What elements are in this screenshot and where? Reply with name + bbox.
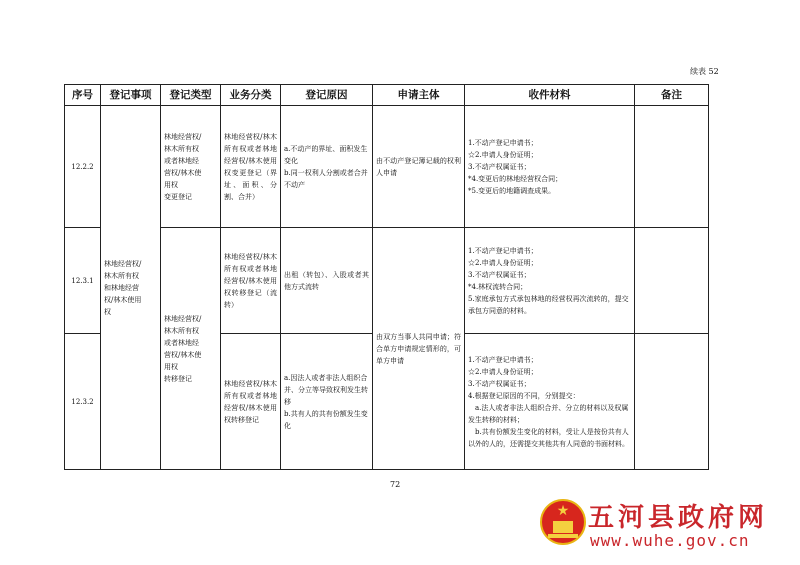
- registration-reason: a.因法人或者非法人组织合并、分立等导致权利发生转移 b.共有人的共有份额发生变化: [281, 334, 373, 470]
- materials: 1.不动产登记申请书； ☆2.申请人身份证明； 3.不动产权属证书； *4.变更后的林地经营权合同； *5.变更后的地籍调查成果。: [465, 106, 635, 228]
- header-cell: 登记原因: [281, 85, 373, 106]
- table-row: [65, 106, 709, 228]
- materials: 1.不动产登记申请书； ☆2.申请人身份证明； 3.不动产权属证书； *4.林权流转合同； 5.家庭承包方式承包林地的经营权再次流转的，提交承包方同意的材料。: [465, 228, 635, 334]
- header-cell: 备注: [635, 85, 709, 106]
- table-header-row: [65, 85, 709, 106]
- table-row: [65, 228, 709, 334]
- header-cell: 业务分类: [221, 85, 281, 106]
- header-cell: 收件材料: [465, 85, 635, 106]
- business-category: 林地经营权/林木所有权或者林地经营权/林木使用权变更登记（界址、面积、分割、合并）: [221, 106, 281, 228]
- remark: [635, 228, 709, 334]
- registration-table: [64, 84, 709, 470]
- row-number: 12.3.2: [65, 334, 101, 470]
- header-cell: 登记类型: [161, 85, 221, 106]
- remark: [635, 334, 709, 470]
- registration-type: 林地经营权/ 林木所有权 或者林地经 营权/林木使 用权 变更登记: [161, 106, 221, 228]
- materials: 1.不动产登记申请书； ☆2.申请人身份证明； 3.不动产权属证书； 4.根据登记原因的不同，分别提交： a.法人或者非法人组织合并、分立的材料以及权属发生转移的材料； b.共有份额发生变化的材料，受让人是按份共有人以外的人的，还需提交其他共有人同意的书面材料。: [465, 334, 635, 470]
- national-emblem-icon: ★: [540, 499, 586, 545]
- site-name: 五河县政府网: [588, 503, 769, 533]
- applicant: 由双方当事人共同申请；符合单方申请规定情形的，可单方申请: [373, 228, 465, 470]
- registration-item: 林地经营权/ 林木所有权 和林地经营 权/林木使用 权: [101, 106, 161, 470]
- business-category: 林地经营权/林木所有权或者林地经营权/林木使用权转移登记: [221, 334, 281, 470]
- business-category: 林地经营权/林木所有权或者林地经营权/林木使用权转移登记（流转）: [221, 228, 281, 334]
- row-number: 12.3.1: [65, 228, 101, 334]
- registration-type: 林地经营权/ 林木所有权 或者林地经 营权/林木使 用权 转移登记: [161, 228, 221, 470]
- registration-reason: 出租（转包）、入股或者其他方式流转: [281, 228, 373, 334]
- page-number: 72: [390, 480, 401, 489]
- header-cell: 登记事项: [101, 85, 161, 106]
- site-watermark: [528, 495, 788, 555]
- continued-label: 续表 52: [690, 67, 719, 76]
- registration-reason: a.不动产的界址、面积发生变化 b.同一权利人分割或者合并不动产: [281, 106, 373, 228]
- header-cell: 申请主体: [373, 85, 465, 106]
- applicant: 由不动产登记簿记载的权利人申请: [373, 106, 465, 228]
- header-cell: 序号: [65, 85, 101, 106]
- site-url: www.wuhe.gov.cn: [590, 531, 750, 550]
- row-number: 12.2.2: [65, 106, 101, 228]
- remark: [635, 106, 709, 228]
